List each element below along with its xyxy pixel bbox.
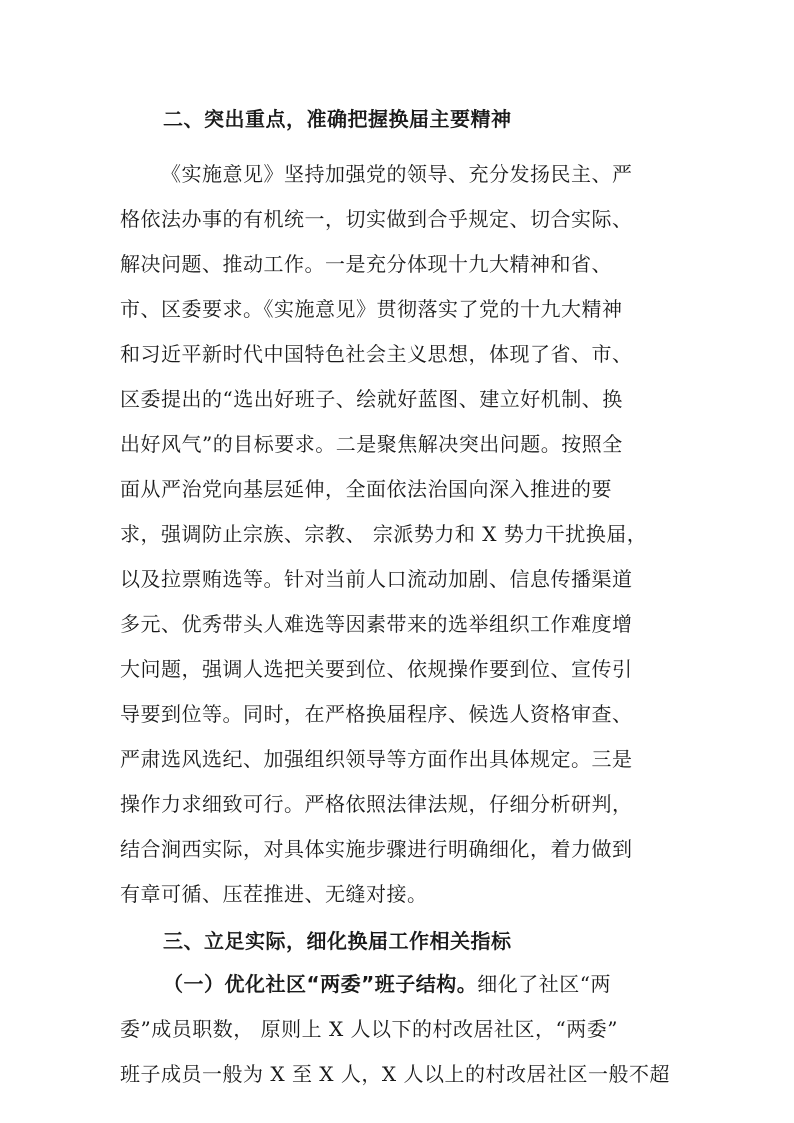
- section-heading-3: 三、立足实际，细化换届工作相关指标: [163, 929, 512, 953]
- paragraph-line: 大问题，强调人选把关要到位、依规操作要到位、宣传引: [120, 657, 633, 681]
- paragraph-text: 细化了社区“两: [477, 972, 612, 996]
- paragraph-line: 以及拉票贿选等。针对当前人口流动加剧、信息传播渠道: [120, 567, 633, 591]
- paragraph-line: 多元、优秀带头人难选等因素带来的选举组织工作难度增: [120, 612, 633, 636]
- paragraph-line: 严肃选风选纪、加强组织领导等方面作出具体规定。三是: [120, 747, 633, 771]
- paragraph-line: 有章可循、压茬推进、无缝对接。: [120, 882, 428, 906]
- paragraph-line: 区委提出的“选出好班子、绘就好蓝图、建立好机制、换: [120, 387, 623, 411]
- paragraph-first-line: [163, 972, 611, 996]
- paragraph-line: 出好风气”的目标要求。二是聚焦解决突出问题。按照全: [120, 432, 623, 456]
- bold-subheading: （一）优化社区“两委”班子结构。: [163, 972, 478, 996]
- paragraph-line: 和习近平新时代中国特色社会主义思想，体现了省、市、: [120, 342, 633, 366]
- paragraph-line: 市、区委要求。《实施意见》贯彻落实了党的十九大精神: [120, 297, 623, 321]
- paragraph-line: 面从严治党向基层延伸，全面依法治国向深入推进的要: [120, 477, 612, 501]
- paragraph-line: 结合涧西实际，对具体实施步骤进行明确细化，着力做到: [120, 837, 633, 861]
- paragraph-line: 班子成员一般为 X 至 X 人，X 人以上的村改居社区一般不超: [120, 1062, 671, 1086]
- paragraph-line: 委”成员职数， 原则上 X 人以下的村改居社区，“两委”: [120, 1017, 618, 1041]
- paragraph-line: 《实施意见》坚持加强党的领导、充分发扬民主、严: [161, 162, 633, 186]
- paragraph-line: 解决问题、推动工作。一是充分体现十九大精神和省、: [120, 252, 612, 276]
- paragraph-line: 导要到位等。同时，在严格换届程序、候选人资格审查、: [120, 702, 633, 726]
- paragraph-line: 格依法办事的有机统一，切实做到合乎规定、切合实际、: [120, 207, 633, 231]
- section-heading-2: 二、突出重点，准确把握换届主要精神: [163, 107, 512, 131]
- paragraph-line: 求，强调防止宗族、宗教、 宗派势力和 X 势力干扰换届，: [120, 522, 648, 546]
- paragraph-line: 操作力求细致可行。严格依照法律法规，仔细分析研判，: [120, 792, 633, 816]
